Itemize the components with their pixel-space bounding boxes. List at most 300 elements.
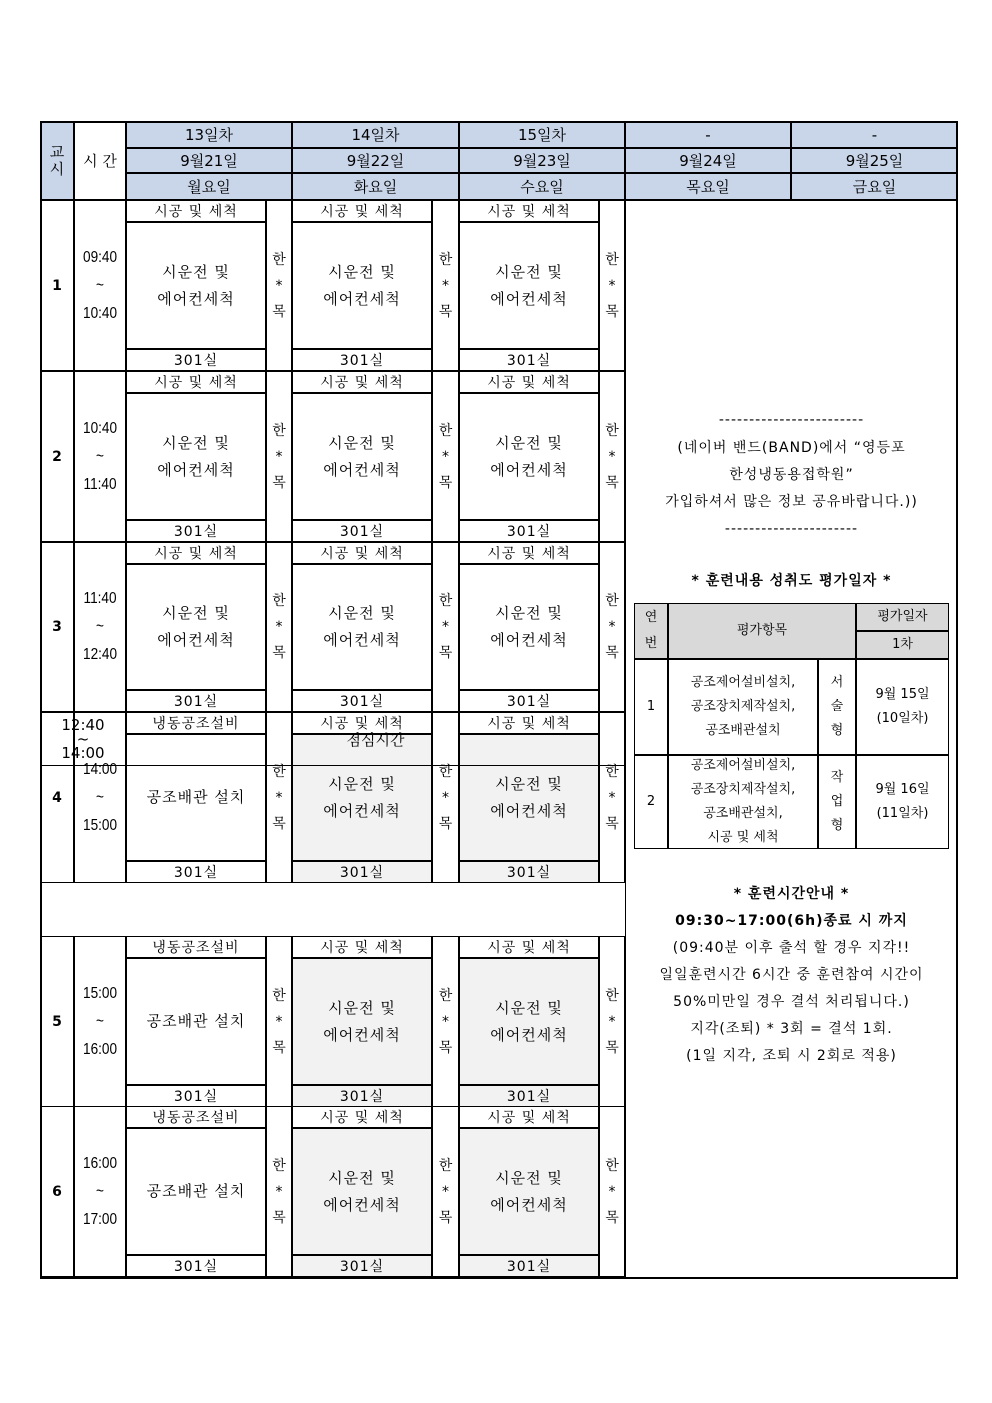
period-time-cell [74, 936, 126, 1107]
lesson-content-text [323, 995, 400, 1049]
lesson-line: 에어컨세척 [323, 1195, 401, 1214]
eval-row-date-text [875, 778, 929, 826]
eval-item-header [668, 603, 856, 659]
period-header-char: 시 [49, 159, 65, 178]
lesson-line: 에어컨세척 [157, 631, 235, 649]
day-header-weekday-text: 월요일 [187, 178, 231, 196]
day-header-weekday [791, 173, 958, 200]
lesson-line: 시운전 및 [162, 604, 230, 622]
eval-no-header-char: 연 [644, 610, 658, 625]
subject-label [292, 542, 432, 564]
eval-date-header-text: 평가일자 [877, 609, 928, 624]
lesson-line: 시운전 및 [495, 262, 563, 281]
day-header-date-text: 9월23일 [513, 152, 571, 170]
lesson-line: 시운전 및 [162, 433, 230, 452]
eval-row-items [668, 659, 818, 755]
eval-row-date-text [875, 683, 929, 731]
eval-date: 9월 16일 [875, 782, 930, 797]
room-label [292, 1085, 432, 1107]
lesson-line: 에어컨세척 [157, 289, 235, 308]
lesson-content-text [157, 259, 234, 313]
hanmok-char: 목 [272, 815, 286, 832]
hanmok-char: 목 [605, 815, 619, 832]
lunch-label: 점심시간 [346, 730, 405, 749]
subject-text: 시공 및 세척 [320, 716, 404, 732]
lesson-line: 시운전 및 [495, 998, 563, 1017]
subject-text: 시공 및 세척 [487, 375, 571, 391]
period-number-cell [40, 542, 74, 712]
hanmok-text [439, 418, 453, 496]
eval-row-type [818, 659, 856, 755]
day-header-date [625, 148, 791, 173]
period-time-cell [74, 200, 126, 371]
hanmok-char: 한 [272, 1157, 286, 1174]
hanmok-cell [266, 936, 292, 1107]
training-note-line-text: (1일 지각, 조퇴 시 2회로 적용) [686, 1048, 897, 1064]
eval-row-date [856, 755, 949, 849]
day-header-num [791, 121, 958, 148]
hanmok-text [605, 983, 619, 1061]
lunch-time-range [61, 718, 104, 760]
day-header-num [126, 121, 292, 148]
day-header-weekday-text: 금요일 [852, 178, 897, 196]
eval-row-items [668, 755, 818, 849]
training-note-line-text: (09:40분 이후 출석 할 경우 지각!! [672, 940, 911, 956]
lesson-content-text [490, 1165, 567, 1219]
lesson-line: 시운전 및 [328, 433, 396, 452]
eval-row-date [856, 659, 949, 755]
lesson-line: 에어컨세척 [490, 801, 568, 820]
room-label [126, 520, 266, 542]
room-label [292, 861, 432, 883]
lunch-end-time: 14:00 [61, 744, 105, 762]
hanmok-char: 한 [605, 422, 619, 439]
notice-line-text: 가입하셔서 많은 정보 공유바랍니다.)) [665, 494, 918, 510]
hanmok-char: 한 [438, 763, 453, 780]
eval-row-number [634, 659, 668, 755]
lesson-content-text [147, 784, 246, 811]
day-header-num-text: - [871, 125, 878, 144]
hanmok-text [439, 588, 453, 666]
room-label [126, 861, 266, 883]
hanmok-char: * [608, 277, 616, 294]
room-label [459, 520, 599, 542]
hanmok-char: * [442, 789, 449, 806]
hanmok-char: 목 [438, 303, 453, 320]
lesson-content-text [157, 430, 234, 484]
eval-no-header-char: 번 [644, 636, 658, 651]
hanmok-char: 목 [605, 1039, 619, 1056]
hanmok-char: 목 [438, 815, 453, 832]
lesson-content-text [323, 600, 400, 654]
lesson-line: 에어컨세척 [490, 631, 568, 649]
training-note-line [625, 989, 958, 1016]
hanmok-cell [599, 542, 625, 712]
day-header-date [292, 148, 459, 173]
hanmok-char: 한 [272, 763, 286, 780]
subject-label [126, 371, 266, 393]
room-text: 301실 [173, 1089, 219, 1105]
period-header-char: 교 [49, 142, 65, 161]
period-end-time: 17:00 [82, 1210, 118, 1228]
room-label [126, 1085, 266, 1107]
subject-label [459, 542, 599, 564]
time-column-header [74, 121, 126, 200]
hanmok-char: * [608, 1013, 616, 1030]
eval-day: (10일차) [876, 711, 929, 726]
lunch-start-time: 12:40 [61, 716, 105, 734]
hanmok-cell [266, 200, 292, 371]
training-note-line [625, 935, 958, 962]
lesson-line: 에어컨세척 [490, 460, 568, 479]
hanmok-char: 한 [605, 1157, 619, 1174]
hanmok-char: * [275, 789, 283, 806]
room-text: 301실 [506, 865, 552, 881]
hanmok-text [605, 1153, 619, 1231]
lesson-content-text [323, 259, 400, 313]
eval-date: 9월 15일 [875, 687, 930, 702]
room-label [126, 690, 266, 712]
day-header-num-text: 14일차 [351, 126, 400, 144]
lesson-content-text [157, 600, 234, 654]
lesson-content-cell [459, 564, 599, 690]
eval-type-char: 서 [830, 675, 844, 690]
hanmok-char: * [442, 619, 449, 635]
hanmok-char: 한 [438, 593, 453, 609]
day-header-date [791, 148, 958, 173]
hanmok-cell [266, 542, 292, 712]
lesson-content-cell [292, 222, 432, 349]
eval-type-char: 작 [830, 770, 844, 785]
lunch-label-cell [126, 712, 625, 766]
room-text: 301실 [506, 694, 552, 710]
period-number: 3 [52, 619, 62, 635]
room-label [292, 520, 432, 542]
room-text: 301실 [173, 694, 219, 710]
day-header-weekday-text: 목요일 [686, 178, 730, 196]
period-time-cell [74, 371, 126, 542]
lesson-line: 공조배관 설치 [146, 1012, 246, 1030]
lesson-line: 공조배관 설치 [146, 1182, 246, 1200]
day-header-num-text: - [705, 125, 711, 144]
hanmok-text [272, 418, 286, 496]
lesson-line: 에어컨세척 [323, 289, 401, 308]
lesson-line: 에어컨세척 [323, 801, 401, 820]
eval-row-type-text [831, 766, 844, 838]
eval-type-char: 업 [830, 794, 844, 809]
lesson-content-cell [126, 222, 266, 349]
training-note-line [625, 1016, 958, 1043]
eval-date-header [856, 603, 949, 631]
subject-label [292, 1106, 432, 1128]
eval-first-header-text: 1차 [892, 637, 913, 652]
eval-item-line: 시공 및 세척 [707, 830, 779, 845]
period-time-separator: ~ [96, 447, 104, 465]
day-header-num [625, 121, 791, 148]
notice-line [625, 462, 958, 489]
hanmok-char: * [275, 1183, 283, 1200]
hanmok-text [605, 588, 619, 666]
eval-type-char: 형 [830, 818, 844, 833]
training-hours [625, 908, 958, 935]
period-end-time: 16:00 [82, 1040, 118, 1058]
room-text: 301실 [339, 524, 385, 540]
hanmok-char: * [442, 277, 449, 294]
subject-text: 시공 및 세척 [320, 940, 404, 956]
hanmok-char: 목 [605, 1209, 619, 1226]
day-header-weekday-text: 화요일 [353, 178, 398, 196]
hanmok-char: 한 [272, 422, 286, 439]
hanmok-cell [599, 200, 625, 371]
subject-text: 냉동공조설비 [152, 1110, 240, 1126]
day-header-num-text: 13일차 [184, 126, 234, 144]
eval-first-header [856, 631, 949, 659]
lunch-time-cell [40, 712, 126, 766]
period-number-cell [40, 936, 74, 1107]
lesson-line: 공조배관 설치 [146, 788, 246, 806]
lesson-line: 시운전 및 [328, 998, 396, 1017]
period-time-cell [74, 1106, 126, 1277]
hanmok-text [272, 1153, 286, 1231]
period-time-separator: ~ [96, 1012, 104, 1030]
day-header-weekday-text: 수요일 [520, 178, 564, 196]
period-time-range [83, 756, 117, 840]
lesson-content-text [490, 600, 567, 654]
lesson-content-text [323, 771, 400, 825]
notice-line-text: (네이버 밴드(BAND)에서 “영등포 [677, 440, 906, 456]
period-time-cell [74, 542, 126, 712]
lunch-time-separator: ~ [76, 730, 90, 748]
hanmok-cell [432, 936, 459, 1107]
subject-text: 시공 및 세척 [320, 546, 404, 562]
lesson-line: 시운전 및 [495, 774, 563, 793]
room-text: 301실 [339, 353, 385, 369]
subject-text: 시공 및 세척 [487, 716, 571, 732]
period-column-header [40, 121, 74, 200]
room-text: 301실 [173, 1259, 219, 1275]
hanmok-char: * [275, 277, 283, 294]
training-note-line [625, 1043, 958, 1070]
lesson-content-cell [292, 958, 432, 1085]
hanmok-char: 목 [438, 474, 453, 491]
subject-label [126, 936, 266, 958]
lesson-content-text [490, 430, 567, 484]
subject-label [126, 1106, 266, 1128]
hanmok-char: 목 [272, 1039, 286, 1056]
lesson-line: 에어컨세척 [323, 1025, 401, 1044]
subject-text: 냉동공조설비 [152, 716, 240, 732]
lesson-line: 시운전 및 [495, 433, 563, 452]
lesson-line: 에어컨세척 [157, 460, 235, 479]
hanmok-text [272, 983, 286, 1061]
day-header-date-text: 9월22일 [346, 152, 405, 170]
period-number: 6 [52, 1183, 62, 1200]
subject-text: 시공 및 세척 [154, 204, 238, 220]
hanmok-char: 목 [438, 645, 453, 661]
day-header-date [126, 148, 292, 173]
eval-row-type-text [831, 671, 844, 743]
room-text: 301실 [506, 1259, 552, 1275]
room-label [292, 690, 432, 712]
notice-divider-bottom-text: ---------------------- [724, 521, 859, 537]
hanmok-text [439, 1153, 453, 1231]
hanmok-char: 한 [272, 251, 286, 268]
lesson-line: 시운전 및 [328, 262, 396, 281]
schedule-page [40, 121, 958, 1279]
lesson-content-cell [459, 393, 599, 520]
hanmok-char: * [608, 619, 616, 635]
room-text: 301실 [339, 694, 385, 710]
room-text: 301실 [173, 353, 219, 369]
notice-line [625, 435, 958, 462]
room-text: 301실 [339, 1259, 385, 1275]
lesson-content-cell [459, 222, 599, 349]
hanmok-char: * [608, 448, 616, 465]
hanmok-text [439, 759, 453, 837]
lesson-content-text [323, 1165, 400, 1219]
hanmok-char: * [275, 448, 283, 465]
hanmok-char: * [442, 1183, 449, 1200]
eval-row-type [818, 755, 856, 849]
period-start-time: 14:00 [82, 760, 118, 778]
room-text: 301실 [506, 353, 552, 369]
room-text: 301실 [506, 524, 552, 540]
hanmok-text [272, 759, 286, 837]
period-number: 1 [52, 277, 62, 294]
lesson-line: 에어컨세척 [490, 1195, 568, 1214]
eval-no-header-text [645, 605, 658, 657]
period-time-range [83, 585, 117, 669]
period-end-time: 11:40 [83, 475, 117, 493]
hanmok-cell [599, 1106, 625, 1277]
hanmok-cell [432, 200, 459, 371]
hanmok-text [272, 247, 286, 325]
hanmok-text [605, 759, 619, 837]
room-label [292, 349, 432, 371]
subject-text: 시공 및 세척 [320, 204, 404, 220]
lesson-content-text [323, 430, 400, 484]
lesson-content-cell [292, 1128, 432, 1255]
period-time-separator: ~ [96, 1182, 104, 1200]
eval-item-line: 공조배관설치, [703, 806, 783, 821]
lesson-line: 에어컨세척 [490, 289, 568, 308]
lesson-content-cell [126, 393, 266, 520]
hanmok-char: * [442, 1013, 449, 1030]
eval-item-line: 공조제어설비설치, [690, 675, 796, 690]
training-title [625, 881, 958, 908]
lesson-content-cell [292, 393, 432, 520]
hanmok-char: 목 [605, 645, 619, 661]
lesson-content-cell [126, 564, 266, 690]
hanmok-char: 목 [605, 474, 619, 491]
day-header-date-text: 9월25일 [845, 152, 904, 170]
hanmok-char: * [442, 448, 449, 465]
period-number-cell [40, 200, 74, 371]
eval-item-header-text: 평가항목 [736, 623, 788, 638]
lesson-line: 에어컨세척 [323, 460, 401, 479]
hanmok-text [605, 418, 619, 496]
period-start-time: 10:40 [82, 419, 118, 437]
hanmok-char: 목 [272, 303, 286, 320]
hanmok-cell [599, 371, 625, 542]
period-end-time: 15:00 [82, 816, 118, 834]
eval-row-items-text [691, 671, 796, 743]
evaluation-title-text: * 훈련내용 성취도 평가일자 * [691, 573, 892, 589]
hanmok-char: 한 [272, 593, 286, 609]
subject-label [126, 200, 266, 222]
lesson-content-text [490, 771, 567, 825]
notice-divider-top [625, 407, 958, 434]
room-label [459, 349, 599, 371]
room-label [459, 1085, 599, 1107]
hanmok-char: 한 [605, 763, 619, 780]
hanmok-char: 목 [272, 645, 286, 661]
hanmok-char: 목 [272, 1209, 286, 1226]
time-header-label: 시 간 [83, 152, 117, 170]
hanmok-cell [266, 371, 292, 542]
lesson-line: 시운전 및 [328, 1168, 396, 1187]
hanmok-char: 목 [605, 303, 619, 320]
eval-row-number-text: 2 [646, 794, 656, 809]
period-time-separator: ~ [96, 618, 104, 635]
lesson-content-text [147, 1178, 246, 1205]
room-label [292, 1255, 432, 1277]
subject-label [459, 371, 599, 393]
hanmok-char: * [608, 1183, 616, 1200]
period-time-range [83, 1150, 117, 1234]
hanmok-text [439, 983, 453, 1061]
period-time-range [83, 415, 117, 499]
hanmok-cell [432, 1106, 459, 1277]
notice-line-text: 한성냉동용접학원” [729, 467, 854, 483]
lesson-content-text [490, 995, 567, 1049]
lesson-content-cell [459, 1128, 599, 1255]
period-start-time: 11:40 [83, 590, 117, 607]
subject-text: 시공 및 세척 [487, 204, 571, 220]
subject-label [459, 1106, 599, 1128]
hanmok-char: 목 [438, 1039, 453, 1056]
lesson-line: 시운전 및 [328, 604, 396, 622]
lesson-content-cell [126, 958, 266, 1085]
day-header-num [292, 121, 459, 148]
eval-item-line: 공조제어설비설치, [690, 758, 796, 773]
subject-label [292, 936, 432, 958]
day-header-weekday [625, 173, 791, 200]
lesson-line: 시운전 및 [495, 604, 563, 622]
period-end-time: 12:40 [82, 646, 118, 663]
lesson-content-cell [126, 1128, 266, 1255]
subject-text: 시공 및 세척 [320, 375, 404, 391]
subject-text: 시공 및 세척 [154, 375, 238, 391]
training-note-line-text: 50%미만일 경우 결석 처리됩니다.) [673, 994, 910, 1010]
hanmok-cell [599, 936, 625, 1107]
subject-text: 시공 및 세척 [487, 1110, 571, 1126]
eval-row-number [634, 755, 668, 849]
hanmok-cell [432, 371, 459, 542]
lesson-line: 에어컨세척 [490, 1025, 568, 1044]
day-header-num-text: 15일차 [517, 126, 567, 144]
room-label [459, 1255, 599, 1277]
room-text: 301실 [506, 1089, 552, 1105]
lesson-content-cell [459, 958, 599, 1085]
training-note-line [625, 962, 958, 989]
room-text: 301실 [339, 865, 385, 881]
room-label [126, 1255, 266, 1277]
eval-type-char: 형 [830, 723, 844, 738]
hanmok-text [272, 588, 286, 666]
eval-row-number-text: 1 [646, 699, 656, 714]
room-text: 301실 [173, 524, 219, 540]
